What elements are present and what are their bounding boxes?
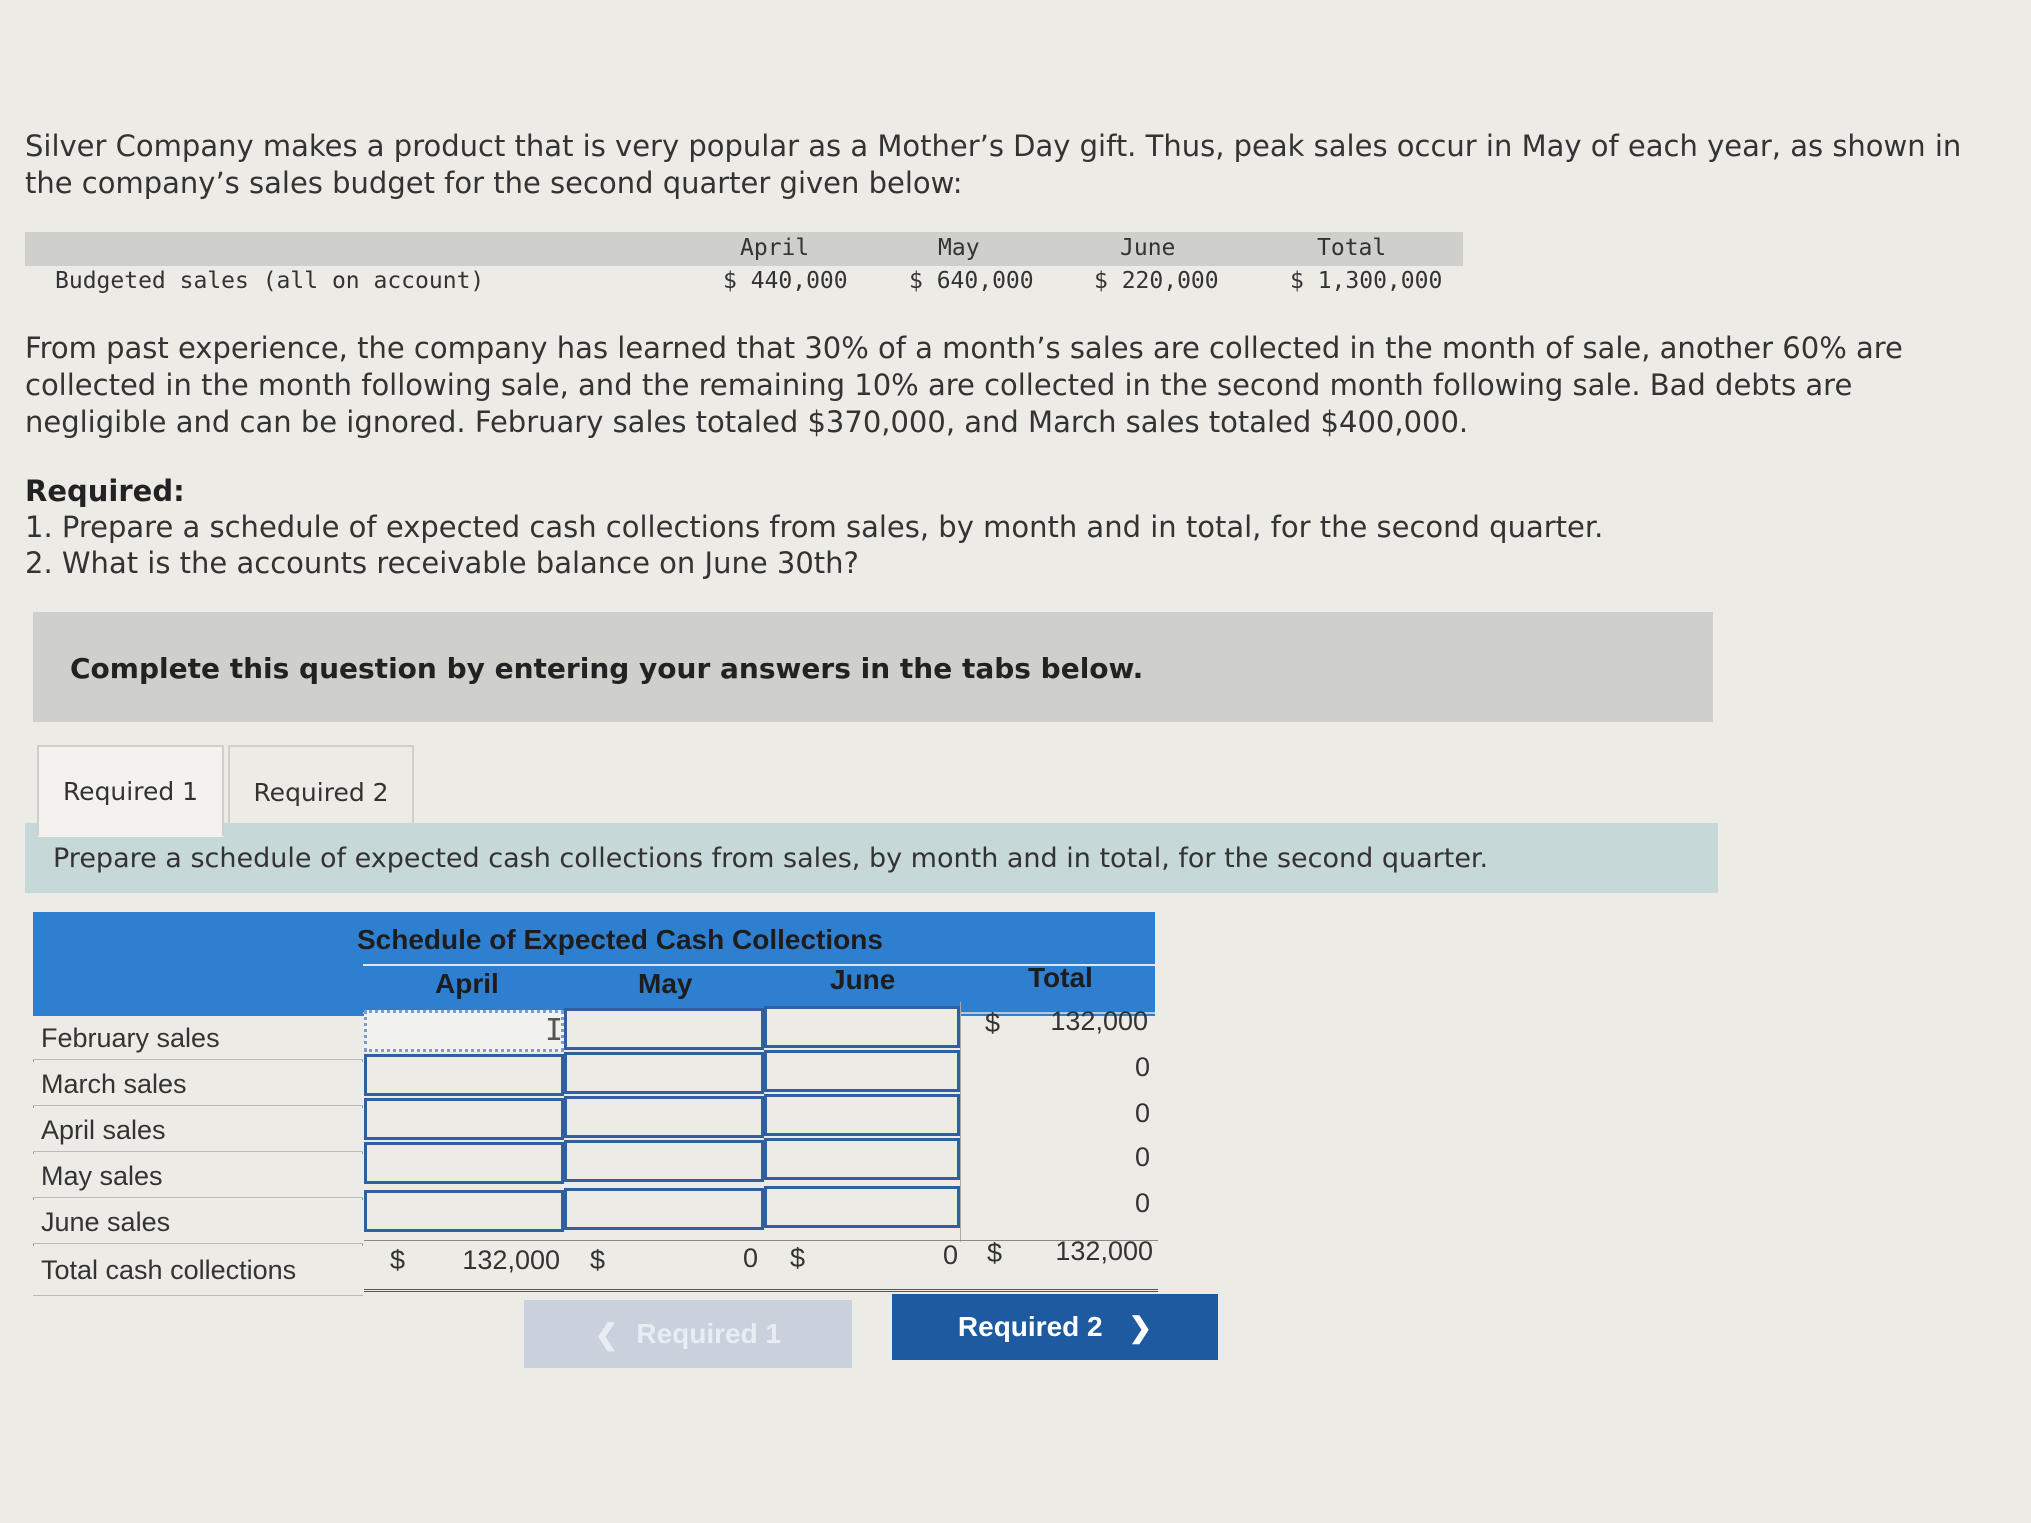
input-apr-may[interactable] [564, 1096, 764, 1138]
input-feb-june[interactable] [764, 1006, 960, 1048]
budget-col-june: June [1120, 235, 1176, 261]
experience-line-2: collected in the month following sale, and the remaining 10% are collected in the second month following sale. Bad debts are [25, 368, 1853, 402]
schedule-header [33, 912, 1155, 1016]
budget-value-total: $ 1,300,000 [1290, 268, 1443, 294]
total-april-value: 132,000 [462, 1245, 560, 1275]
input-may-may[interactable] [564, 1140, 764, 1182]
row-label-march: March sales [33, 1062, 363, 1106]
instructions-banner [33, 612, 1713, 722]
input-mar-april[interactable] [364, 1054, 564, 1096]
budget-value-april: $ 440,000 [723, 268, 848, 294]
intro-line-2: the company’s sales budget for the second quarter given below: [25, 166, 963, 200]
col-header-june: June [830, 964, 896, 995]
experience-line-1: From past experience, the company has learned that 30% of a month’s sales are collected in the month of sale, another 60% are [25, 331, 1903, 365]
instructions-banner-text: Complete this question by entering your answers in the tabs below. [70, 652, 1144, 685]
budget-row-label: Budgeted sales (all on account) [55, 268, 485, 294]
row-label-may: May sales [33, 1154, 363, 1198]
budget-row [25, 266, 1463, 300]
total-feb-dollar: $ [985, 1008, 1001, 1038]
intro-line-1: Silver Company makes a product that is very popular as a Mother’s Day gift. Thus, peak sales occur in May of each year, as shown in [25, 129, 1962, 163]
total-apr: 0 [1134, 1098, 1150, 1128]
next-required-button[interactable] [892, 1294, 1218, 1360]
total-feb: 132,000 [1050, 1006, 1148, 1036]
tab-instruction: Prepare a schedule of expected cash collections from sales, by month and in total, for the second quarter. [25, 823, 1718, 893]
row-label-total: Total cash collections [33, 1246, 363, 1296]
schedule-title: Schedule of Expected Cash Collections [357, 924, 883, 955]
experience-line-3: negligible and can be ignored. February sales totaled $370,000, and March sales totaled $400,000. [25, 405, 1469, 439]
input-may-april[interactable] [364, 1142, 564, 1184]
input-mar-may[interactable] [564, 1052, 764, 1094]
tab-required-1[interactable]: Required 1 [37, 745, 224, 837]
required-heading: Required: [25, 474, 185, 508]
total-june-dollar: $ [790, 1243, 806, 1273]
input-feb-may[interactable] [564, 1008, 764, 1050]
required-item-2: 2. What is the accounts receivable balance on June 30th? [25, 546, 859, 580]
input-jun-may[interactable] [564, 1188, 764, 1230]
prev-button-label: Required 1 [636, 1318, 782, 1349]
row-label-april: April sales [33, 1108, 363, 1152]
input-may-june[interactable] [764, 1138, 960, 1180]
budget-value-june: $ 220,000 [1094, 268, 1219, 294]
text-cursor-icon: I [545, 1013, 564, 1048]
budget-col-april: April [740, 235, 810, 261]
next-button-label: Required 2 [957, 1311, 1103, 1342]
total-total-dollar: $ [987, 1238, 1003, 1268]
total-april-dollar: $ [390, 1245, 406, 1275]
total-june-value: 0 [942, 1240, 958, 1270]
prev-required-button[interactable] [524, 1300, 852, 1368]
total-may: 0 [1134, 1142, 1150, 1172]
row-label-june: June sales [33, 1200, 363, 1244]
input-mar-june[interactable] [764, 1050, 960, 1092]
budget-header-bar [25, 232, 1463, 266]
col-header-may: May [638, 968, 693, 999]
chevron-left-icon: ❮ [594, 1318, 619, 1350]
row-label-february: February sales [33, 1016, 363, 1060]
total-mar: 0 [1134, 1052, 1150, 1082]
chevron-right-icon: ❯ [1128, 1311, 1153, 1343]
col-header-total: Total [1028, 962, 1093, 993]
tab-required-2[interactable]: Required 2 [228, 745, 414, 837]
input-jun-april[interactable] [364, 1190, 564, 1232]
budget-col-may: May [938, 235, 980, 261]
required-item-1: 1. Prepare a schedule of expected cash collections from sales, by month and in total, for the second quarter. [25, 510, 1604, 544]
budget-value-may: $ 640,000 [909, 268, 1034, 294]
total-jun: 0 [1134, 1188, 1150, 1218]
input-jun-june[interactable] [764, 1186, 960, 1228]
input-apr-april[interactable] [364, 1098, 564, 1140]
input-feb-april[interactable] [364, 1010, 564, 1052]
col-header-april: April [435, 968, 499, 999]
budget-col-total: Total [1317, 235, 1387, 261]
total-may-dollar: $ [590, 1245, 606, 1275]
input-apr-june[interactable] [764, 1094, 960, 1136]
total-total-value: 132,000 [1055, 1236, 1153, 1266]
total-may-value: 0 [742, 1243, 758, 1273]
